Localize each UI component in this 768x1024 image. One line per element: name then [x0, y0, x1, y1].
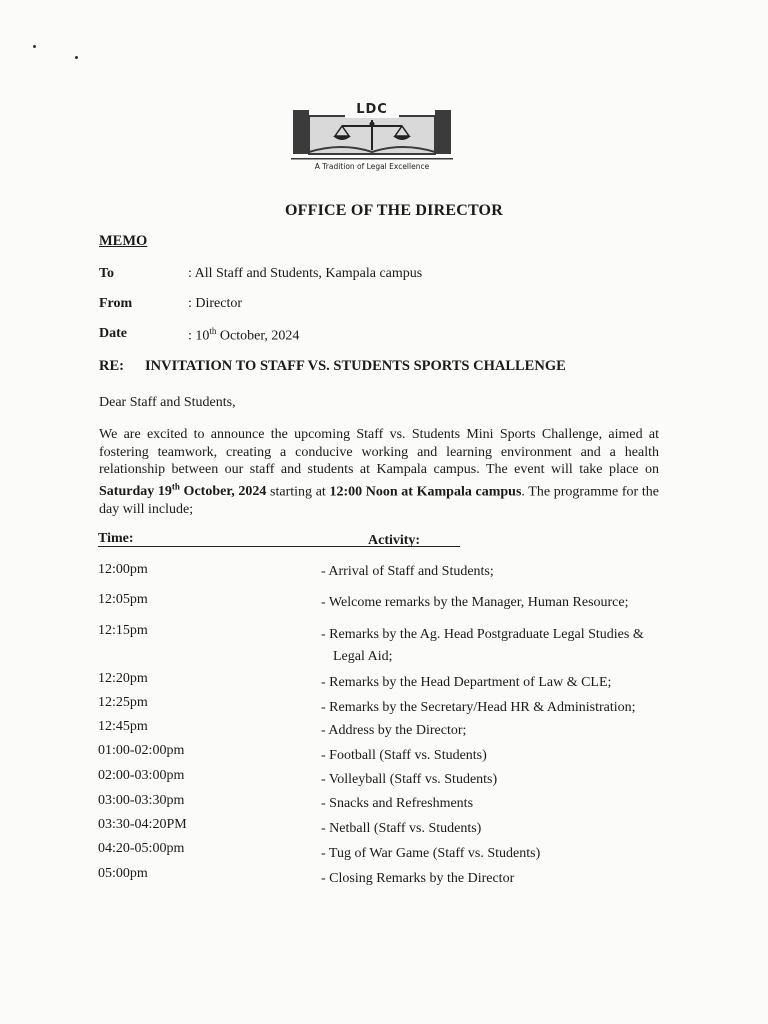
scan-speck [33, 45, 36, 48]
logo-tagline: A Tradition of Legal Excellence [314, 162, 430, 171]
body-paragraph: We are excited to announce the upcoming Staff vs. Students Mini Sports Challenge, aimed at fostering teamwork, creating a conducive working and learning environment and a health relationship between our staff and students at Kampala campus. The event will take place on Saturday 19th October, 2024 starting at 12:00 Noon at Kampala campus. The programme for the day will include; [99, 427, 659, 518]
schedule-time: 03:30-04:20PM [98, 817, 187, 832]
schedule-time: 12:05pm [98, 592, 148, 607]
date-value: : 10th October, 2024 [188, 326, 300, 344]
date-label: Date [99, 326, 127, 341]
schedule-time: 03:00-03:30pm [98, 793, 185, 808]
schedule-activity: - Arrival of Staff and Students; [321, 564, 494, 579]
schedule-activity: - Closing Remarks by the Director [321, 871, 515, 886]
time-header: Time: [98, 531, 134, 546]
schedule-activity: - Snacks and Refreshments [321, 796, 474, 811]
activity-header: Activity: [368, 533, 421, 548]
schedule-activity: - Football (Staff vs. Students) [321, 748, 487, 763]
schedule-activity: - Tug of War Game (Staff vs. Students) [321, 846, 541, 861]
schedule-time: 12:15pm [98, 623, 148, 638]
schedule-activity: - Remarks by the Head Department of Law & CLE; [321, 675, 612, 690]
schedule-activity: - Remarks by the Secretary/Head HR & Administration; [321, 700, 636, 715]
to-value: : All Staff and Students, Kampala campus [188, 266, 423, 281]
salutation: Dear Staff and Students, [99, 395, 236, 410]
schedule-activity: - Netball (Staff vs. Students) [321, 821, 482, 836]
scan-speck [75, 56, 78, 59]
schedule-activity: - Address by the Director; [321, 723, 467, 738]
schedule-time: 12:20pm [98, 671, 148, 686]
memo-label: MEMO [99, 233, 148, 249]
schedule-time: 12:45pm [98, 719, 148, 734]
schedule-activity: - Welcome remarks by the Manager, Human Resource; [321, 595, 629, 610]
from-label: From [99, 296, 133, 311]
subject-text: INVITATION TO STAFF VS. STUDENTS SPORTS CHALLENGE [145, 358, 566, 374]
from-value: : Director [188, 296, 243, 311]
schedule-time: 05:00pm [98, 866, 148, 881]
subject-line [99, 358, 566, 375]
schedule-time: 04:20-05:00pm [98, 841, 185, 856]
schedule-time: 12:00pm [98, 562, 148, 577]
schedule-time: 01:00-02:00pm [98, 743, 185, 758]
to-label: To [99, 266, 115, 281]
page-title: OFFICE OF THE DIRECTOR [285, 202, 503, 219]
schedule-activity: - Volleyball (Staff vs. Students) [321, 772, 498, 787]
logo-name: LDC [356, 102, 388, 117]
ldc-logo [287, 102, 457, 176]
schedule-time: 12:25pm [98, 695, 148, 710]
schedule-activity: - Remarks by the Ag. Head Postgraduate Legal Studies & Legal Aid; [321, 627, 644, 664]
schedule-time: 02:00-03:00pm [98, 768, 185, 783]
re-label: RE: [99, 358, 124, 374]
